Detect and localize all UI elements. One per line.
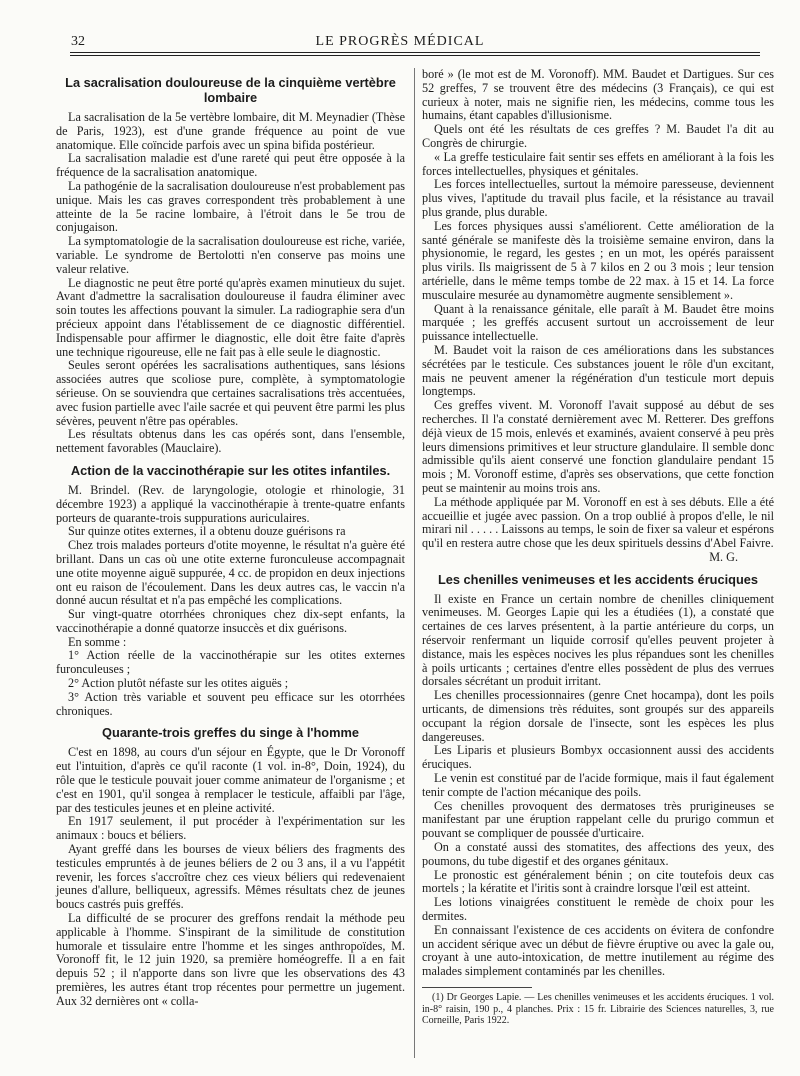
paragraph: Ces greffes vivent. M. Voronoff l'avait supposé au début de ses recherches. Il l'a constaté dernièrement avec M. Retterer. Des greffons déjà vieux de 15 mois, enlevés et examinés, avaient conservé à peu près leurs dimensions primitives et leur structure glandulaire. Il semble donc admissible qu'ils aient conservé une fonction glandulaire pendant 15 mois ; M. Voronoff estime, d'après ses observations, que cette fonction peut se maintenir au moins trois ans. [422, 398, 774, 495]
paragraph: Chez trois malades porteurs d'otite moyenne, le résultat n'a guère été brillant. Dans un cas où une otite externe furonculeuse accompagnait une otite moyenne aiguë suppurée, 4 cc. de propidon en deux injections ont eu raison de l'écoulement. Dans les deux autres cas, le vaccin n'a donné aucun résultat et n'a pas empêché les complications. [56, 538, 405, 608]
page-number: 32 [71, 34, 85, 49]
paragraph: Les Liparis et plusieurs Bombyx occasionnent aussi des accidents éruciques. [422, 743, 774, 772]
section-title-sacralisation: La sacralisation douloureuse de la cinquième vertèbre lombaire [65, 75, 396, 105]
paragraph: Les chenilles processionnaires (genre Cnet hocampa), dont les poils urticants, de dimensions très réduites, sont groupés sur des appareils occupant la région dorsale de l'insecte, sont les espèces les plus dangereuses. [422, 688, 774, 744]
paragraph: boré » (le mot est de M. Voronoff). MM. Baudet et Dartigues. Sur ces 52 greffes, 7 se trouvent être des médecins (3 Français), ce qui est curieux à noter, mais ne signifie rien, les médecins, comme tous les humains, étant capables d'illusionisme. [422, 67, 774, 123]
paragraph: Le venin est constitué par de l'acide formique, mais il faut également tenir compte de l'action mécanique des poils. [422, 771, 774, 799]
paragraph: Ayant greffé dans les bourses de vieux béliers des fragments des testicules empruntés à de jeunes béliers de 2 ou 3 ans, il a vu l'appétit revenir, les forces s'accroître chez ces vieux béliers qui redevenaient jeunes d'allure, belliqueux, agressifs. Mêmes résultats chez de jeunes boucs castrés puis greffés. [56, 842, 405, 912]
section-title-vaccinotherapie: Action de la vaccinothérapie sur les otites infantiles. [70, 462, 391, 478]
paragraph: M. Brindel. (Rev. de laryngologie, otologie et rhinologie, 31 décembre 1923) a appliqué la vaccinothérapie à trente-quatre enfants porteurs de quarante-trois suppurations auriculaires. [56, 482, 405, 525]
paragraph: Les forces intellectuelles, surtout la mémoire paresseuse, deviennent plus vives, l'aptitude du travail plus facile, et la résistance au travail plus grande, plus durable. [422, 177, 774, 219]
right-column [422, 68, 774, 1027]
footnote: (1) Dr Georges Lapie. — Les chenilles venimeuses et les accidents éruciques. 1 vol. in-8° raisin, 190 p., 4 planches. Prix : 15 fr. Librairie des Sciences naturelles, 3, rue Corneille, Paris 1922. [422, 992, 774, 1026]
paragraph: Les forces physiques aussi s'améliorent. Cette amélioration de la santé générale se manifeste dès la troisième semaine environ, dans la physionomie, le regard, les gestes ; en un mot, les opérés paraissent plus virils. Ils maigrissent de 5 à 7 kilos en 2 ou 3 mois ; leur tension artérielle, dans le même temps tombe de 22 max. à 15 et 14. La force musculaire mesurée au dynamomètre augmente sensiblement ». [422, 218, 774, 302]
paragraph: Les résultats obtenus dans les cas opérés sont, dans l'ensemble, nettement favorables (Mauclaire). [56, 427, 405, 456]
paragraph: Seules seront opérées les sacralisations authentiques, sans lésions associées autres que scoliose pure, complète, à symptomatologie sérieuse. On se souviendra que certaines sacralisations très accentuées, avec fusion partielle avec l'aile sacrée et qui peuvent être parmi les plus sévères, peuvent n'être pas opérables. [56, 358, 405, 428]
author-signature: M. G. [709, 549, 738, 564]
paragraph: En somme : [68, 634, 127, 649]
footnote-rule [422, 987, 532, 988]
paragraph: Sur quinze otites externes, il a obtenu douze guérisons ra [68, 524, 346, 539]
paragraph: Le diagnostic ne peut être porté qu'après examen minutieux du sujet. Avant d'admettre la sacralisation douloureuse il faudra éliminer avec soin toutes les affections pouvant la simuler. La radiographie sera d'un précieux appoint dans l'établissement de ce diagnostic différentiel. Indispensable pour affirmer le diagnostic, elle doit être faite d'après une technique rigoureuse, elle ne fait pas à elle seule le diagnostic. [56, 275, 405, 359]
paragraph: C'est en 1898, au cours d'un séjour en Égypte, que le Dr Voronoff eut l'intuition, d'après ce qu'il raconte (1 vol. in-8°, Doin, 1924), du rôle que le testicule pouvait jouer comme animateur de l'organisme ; et c'est en 1901, qu'il songea à remplacer le testicule, affaibli par l'âge, par des testicules jeunes et en pleine activité. [56, 745, 405, 815]
paragraph: Le pronostic est généralement bénin ; on cite toutefois deux cas mortels ; la kératite et l'iritis sont à craindre lorsque l'œil est atteint. [422, 867, 774, 896]
paragraph: 2° Action plutôt néfaste sur les otites aiguës ; [68, 676, 289, 691]
paragraph: Les lotions vinaigrées constituent le remède de choix pour les dermites. [422, 895, 774, 924]
paragraph: Sur vingt-quatre otorrhées chroniques chez dix-sept enfants, la vaccinothérapie a donné quatorze insuccès et dix guérisons. [56, 607, 405, 635]
paragraph: Il existe en France un certain nombre de chenilles cliniquement venimeuses. M. Georges Lapie qui les a étudiées (1), a constaté que certaines de ces larves présentent, à la partie antérieure du corps, un réservoir renfermant un liquide corrosif qu'elles peuvent projeter à distance, mais les espèces nocives les plus répandues sont les chenilles à poils urticants ; certaines d'entre elles possèdent de plus des verrues dorsales sécrétant un produit irritant. [422, 591, 774, 689]
paragraph: Quant à la renaissance génitale, elle paraît à M. Baudet être moins marquée ; les greffés accusent surtout un accroissement de leur puissance intellectuelle. [422, 301, 774, 344]
paragraph: La difficulté de se procurer des greffons rendait la méthode peu applicable à l'homme. S'inspirant de la similitude de constitution humorale et tissulaire entre l'homme et les singes anthropoïdes, M. Voronoff fit, le 12 juin 1920, sa première homéogreffe. Il a en fait depuis 52 ; il n'apporte dans son livre que les observations des 43 premières, les autres étant trop récentes pour permettre un jugement. Aux 32 dernières ont « colla- [56, 911, 405, 1008]
paragraph: La méthode appliquée par M. Voronoff en est à ses débuts. Elle a été accueillie et jugée avec passion. On a trop oublié à propos d'elle, le nil mirari nil . . . . . Laissons au temps, le soin de fixer sa valeur et espérons qu'il en restera autre chose que les deux spirituels dessins d'Abel Faivre. [422, 494, 774, 551]
paragraph: On a constaté aussi des stomatites, des affections des yeux, des poumons, du tube digestif et des organes génitaux. [422, 840, 774, 868]
journal-title: LE PROGRÈS MÉDICAL [315, 34, 485, 49]
paragraph: Quels ont été les résultats de ces greffes ? M. Baudet l'a dit au Congrès de chirurgie. [422, 122, 774, 150]
paragraph: 1° Action réelle de la vaccinothérapie sur les otites externes furonculeuses ; [56, 648, 405, 677]
paragraph: En connaissant l'existence de ces accidents on évitera de confondre un accident sérique avec un début de fièvre éruptive ou avec la gale ou, croyant à une auto-intoxication, de mettre inutilement au régime des malades simplement contaminés par les chenilles. [422, 922, 774, 979]
paragraph: En 1917 seulement, il put procéder à l'expérimentation sur les animaux : boucs et béliers. [56, 814, 405, 843]
left-column [56, 68, 405, 1009]
paragraph: La symptomatologie de la sacralisation douloureuse est riche, variée, variable. Le syndrome de Bertolotti n'en conserve pas moins une valeur relative. [56, 234, 405, 276]
paragraph: La pathogénie de la sacralisation douloureuse n'est probablement pas unique. Mais les cas graves correspondent très probablement à une atteinte de la 5e racine lombaire, à l'étroit dans le 5e trou de conjugaison. [56, 178, 405, 235]
section-title-chenilles: Les chenilles venimeuses et les accidents éruciques [437, 571, 759, 587]
paragraph: Ces chenilles provoquent des dermatoses très prurigineuses se manifestant par une éruption rappelant celle du prurigo commun et pouvant se compliquer de poussée d'urticaire. [422, 798, 774, 841]
paragraph: « La greffe testiculaire fait sentir ses effets en améliorant à la fois les forces intellectuelles, physiques et génitales. [422, 149, 774, 178]
header-rule [70, 52, 760, 56]
column-divider [414, 68, 415, 1058]
section-title-greffes: Quarante-trois greffes du singe à l'homme [102, 725, 359, 741]
paragraph: 3° Action très variable et souvent peu efficace sur les otorrhées chroniques. [56, 689, 405, 718]
paragraph: La sacralisation de la 5e vertèbre lombaire, dit M. Meynadier (Thèse de Paris, 1923), est d'une grande fréquence au point de vue anatomique. Elle coïncide parfois avec un spina bifida postérieur. [56, 110, 405, 152]
paragraph: La sacralisation maladie est d'une rareté qui peut être opposée à la fréquence de la sacralisation anatomique. [56, 151, 405, 180]
paragraph: M. Baudet voit la raison de ces améliorations dans les substances sécrétées par le testicule. Ces substances jouent le rôle d'un excitant, mais ne peuvent amener la régénération d'un testicule mort depuis longtemps. [422, 342, 774, 399]
